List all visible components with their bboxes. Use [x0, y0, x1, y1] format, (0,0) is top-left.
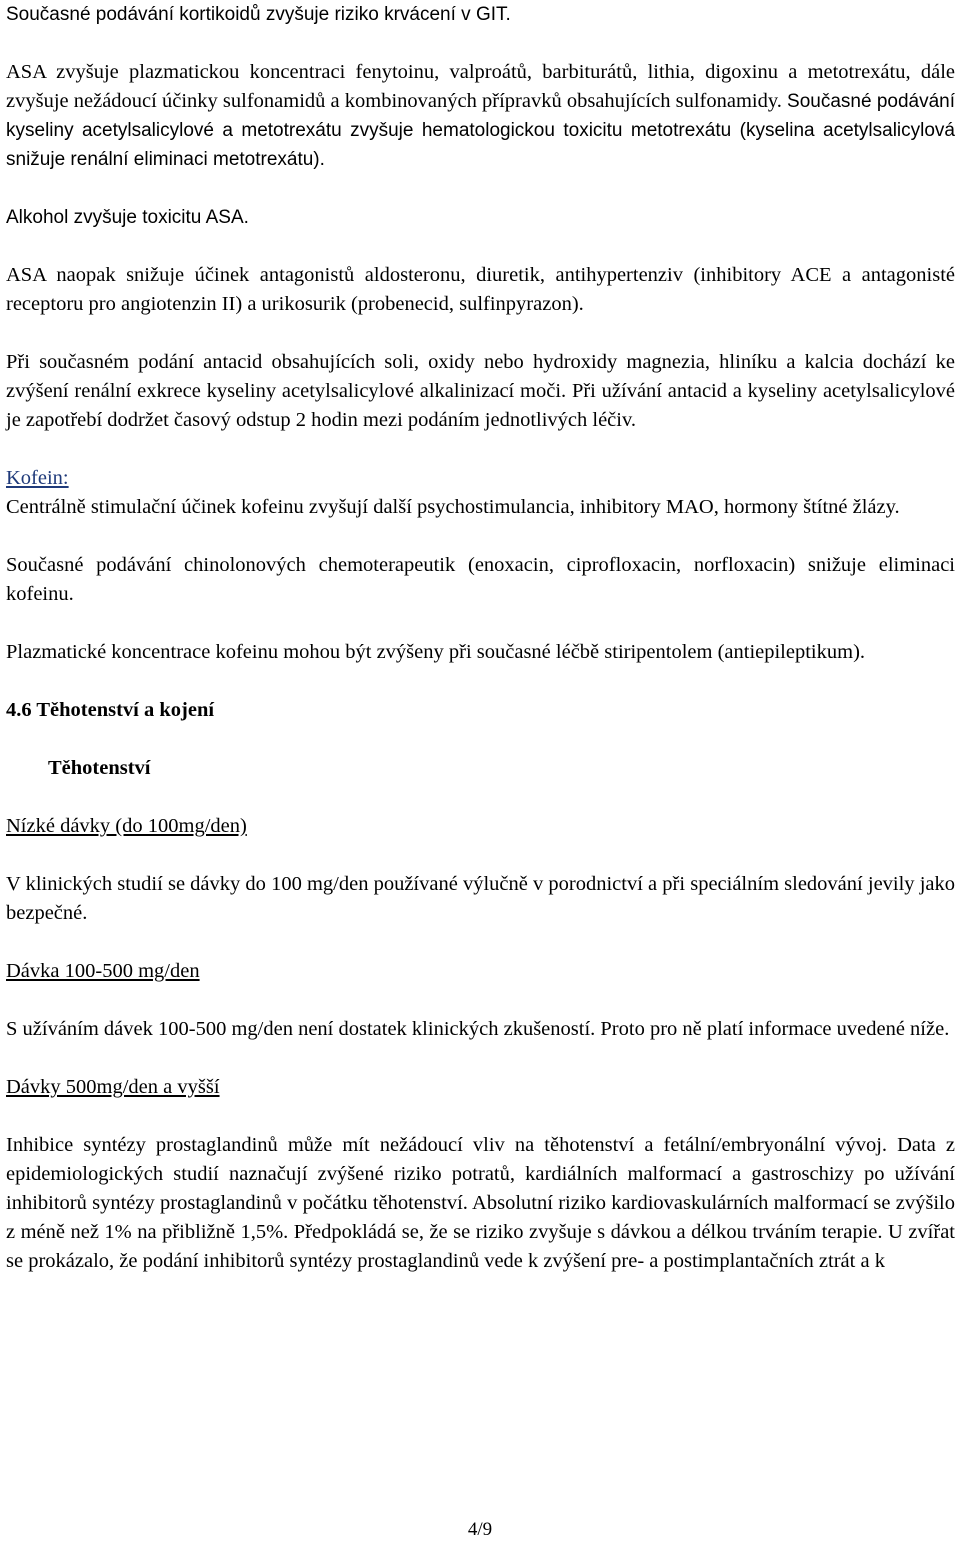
paragraph-dose-mid: S užíváním dávek 100-500 mg/den není dostatek klinických zkušeností. Proto pro ně platí informace uvedené níže.: [6, 1018, 950, 1040]
paragraph-dose-high: Inhibice syntézy prostaglandinů může mít nežádoucí vliv na těhotenství a fetální/embryonální vývoj. Data z epidemiologických studií naznačují zvýšené riziko potratů, kardiálních malformací a gastroschizy po užívání inhibitorů syntézy prostaglandinů v počátku těhotenství. Absolutní riziko kardiovaskulárních malformací se zvýšilo z méně než 1% na přibližně 1,5%. Předpokládá se, že se riziko zvyšuje s dávkou a délkou trváním terapie. U zvířat se prokázalo, že podání inhibitorů syntézy prostaglandinů vede k zvýšení pre- a postimplantačních ztrát a k: [6, 1134, 955, 1272]
paragraph-kofein-stimulants: Centrálně stimulační účinek kofeinu zvyšují další psychostimulancia, inhibitory MAO, hormony štítné žlázy.: [6, 496, 900, 518]
paragraph-quinolones: Současné podávání chinolonových chemoterapeutik (enoxacin, ciprofloxacin, norfloxacin) snižuje eliminaci kofeinu.: [6, 554, 955, 605]
paragraph-dose-low: V klinických studií se dávky do 100 mg/den používané výlučně v porodnictví a při speciálním sledování jevily jako bezpečné.: [6, 873, 955, 924]
dose-mid-heading: Dávka 100-500 mg/den: [6, 960, 200, 982]
paragraph-asa-antagonists: ASA naopak snižuje účinek antagonistů aldosteronu, diuretik, antihypertenziv (inhibitory ACE a antagonisté receptoru pro angiotenzin II) a urikosurik (probenecid, sulfinpyrazon).: [6, 264, 955, 315]
paragraph-asa-interactions: [6, 58, 955, 174]
subsection-heading: Těhotenství: [48, 757, 151, 779]
kofein-heading: Kofein:: [6, 467, 69, 489]
dose-high-heading: Dávky 500mg/den a vyšší: [6, 1076, 220, 1098]
paragraph-alcohol: Alkohol zvyšuje toxicitu ASA.: [6, 207, 249, 228]
dose-low-heading: Nízké dávky (do 100mg/den): [6, 815, 247, 837]
page-number: 4/9: [467, 1519, 493, 1540]
paragraph-asa-interactions-part2: Současné podávání kyseliny acetylsalicylové a metotrexátu zvyšuje hematologickou toxicitu metotrexátu (kyselina acetylsalicylová snižuje renální eliminaci metotrexátu).: [6, 91, 956, 170]
document-page: [6, 0, 955, 1305]
section-heading: 4.6 Těhotenství a kojení: [6, 699, 215, 721]
paragraph-stiripentol: Plazmatické koncentrace kofeinu mohou být zvýšeny při současné léčbě stiripentolem (antiepileptikum).: [6, 641, 866, 663]
paragraph-corticoids: Současné podávání kortikoidů zvyšuje riziko krvácení v GIT.: [6, 4, 511, 25]
paragraph-antacids: Při současném podání antacid obsahujících soli, oxidy nebo hydroxidy magnezia, hliníku a kalcia dochází ke zvýšení renální exkrece kyseliny acetylsalicylové alkalinizací moči. Při užívání antacid a kyseliny acetylsalicylové je zapotřebí dodržet časový odstup 2 hodin mezi podáním jednotlivých léčiv.: [6, 351, 955, 431]
paragraph-asa-interactions-part1: ASA zvyšuje plazmatickou koncentraci fenytoinu, valproátů, barbiturátů, lithia, digoxinu a metotrexátu, dále zvyšuje nežádoucí účinky sulfonamidů a kombinovaných přípravků obsahujících sulfonamidy.: [6, 61, 955, 112]
